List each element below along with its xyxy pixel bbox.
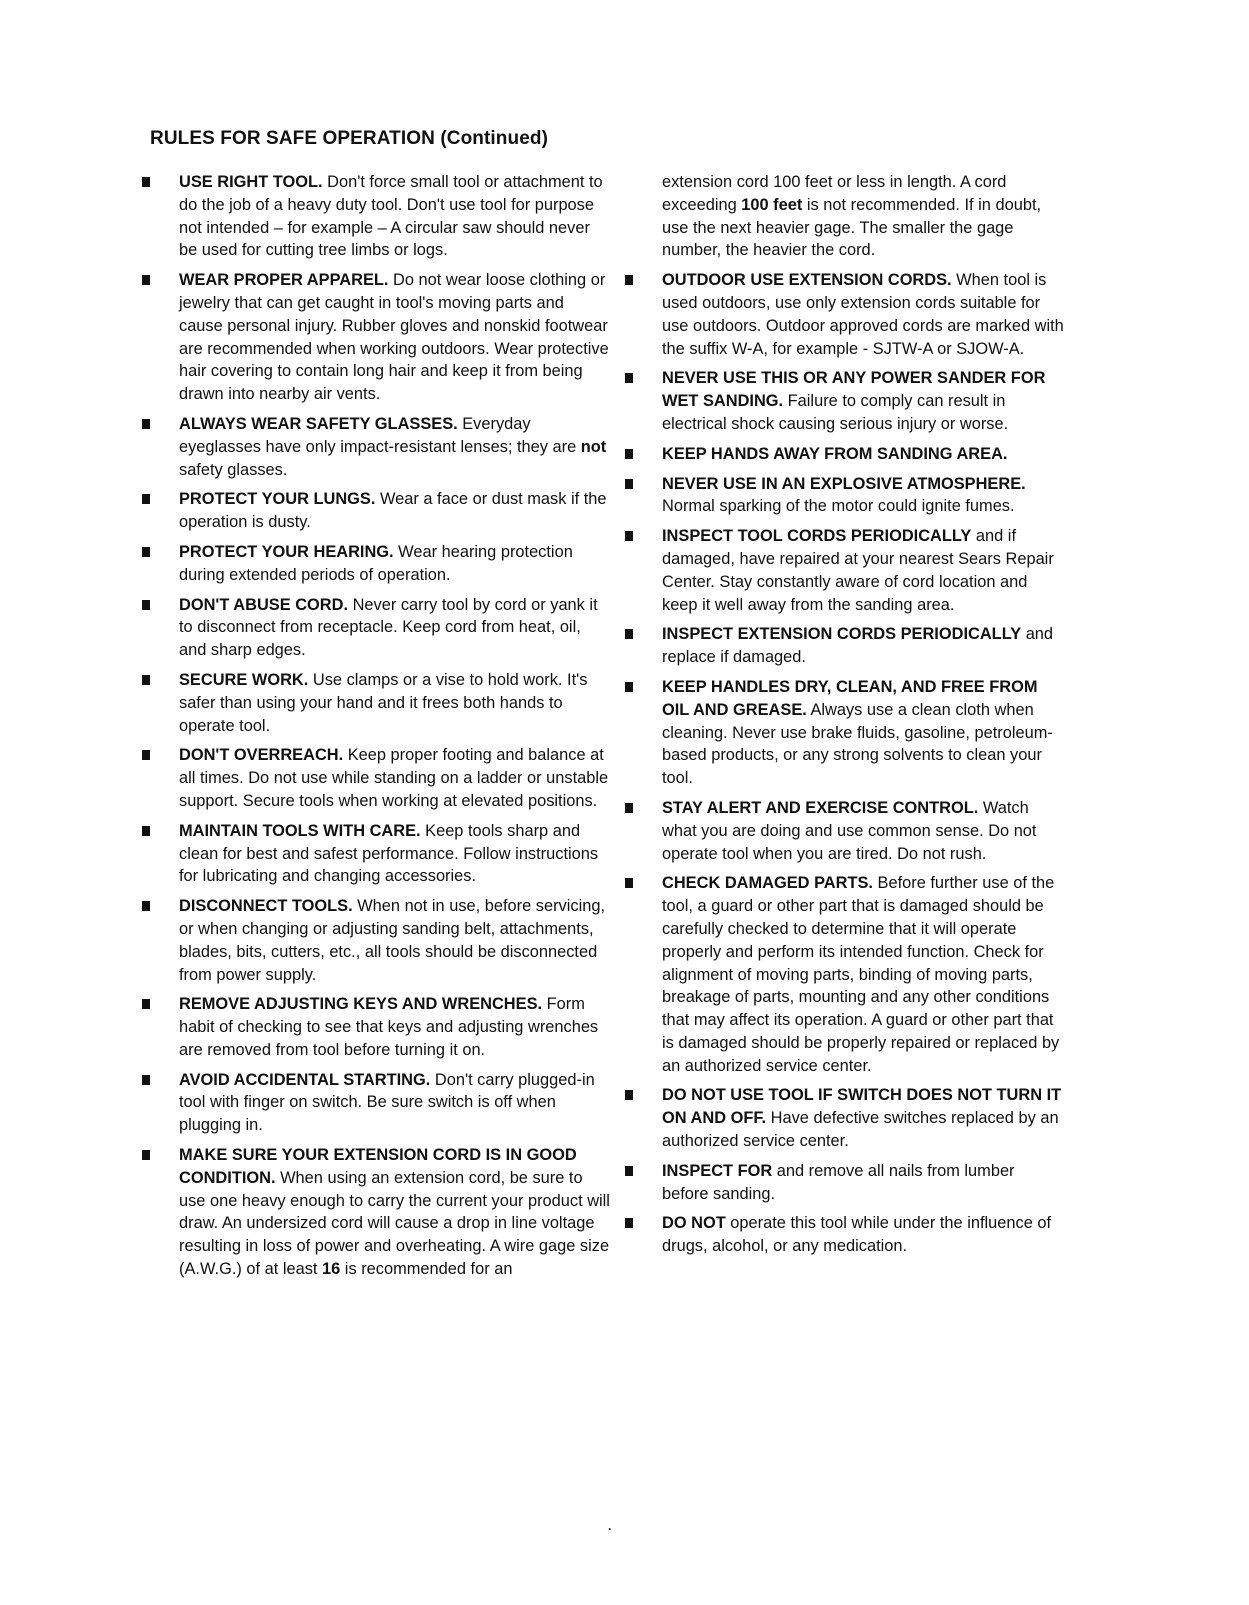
square-bullet-icon: [625, 275, 633, 285]
square-bullet-icon: [142, 547, 150, 557]
rule-item: [142, 993, 612, 1061]
rule-body: and replace if damaged.: [662, 625, 1054, 667]
rule-title: NEVER USE THIS OR ANY POWER SANDER FOR WET SANDING.: [662, 369, 1046, 411]
rule-item: [625, 1160, 1065, 1206]
rule-body: Keep tools sharp and clean for best and safest performance. Follow instructions for lubricating and changing accessories.: [179, 821, 599, 886]
rule-body: Use clamps or a vise to hold work. It's safer than using your hand and it frees both hands to operate tool.: [179, 670, 588, 735]
rule-emphasis: 16: [322, 1260, 341, 1279]
rule-body: operate this tool while under the influence of drugs, alcohol, or any medication.: [662, 1214, 1052, 1256]
rule-body: Always use a clean cloth when cleaning. Never use brake fluids, gasoline, petroleum-based products, or any strong solvents to clean your tool.: [662, 700, 1053, 788]
rule-title: OUTDOOR USE EXTENSION CORDS.: [662, 271, 952, 290]
rule-body: When tool is used outdoors, use only extension cords suitable for use outdoors. Outdoor approved cords are marked with the suffix W-A, for example - SJTW-A or SJOW-A.: [662, 271, 1064, 358]
rule-title: ALWAYS WEAR SAFETY GLASSES.: [179, 414, 458, 433]
square-bullet-icon: [625, 803, 633, 813]
rule-title: INSPECT EXTENSION CORDS PERIODICALLY: [662, 625, 1022, 644]
rule-item: [625, 872, 1065, 1077]
rule-body: When using an extension cord, be sure to use one heavy enough to carry the current your product will draw. An undersized cord will cause a drop in line voltage resulting in loss of power and overheating. A wire gage size (A.W.G.) of at least: [179, 1168, 610, 1279]
rule-item: [625, 676, 1065, 790]
right-column: [625, 171, 1065, 1265]
rule-item: [142, 895, 612, 986]
rule-item: [142, 744, 612, 812]
rule-title: INSPECT TOOL CORDS PERIODICALLY: [662, 527, 972, 546]
square-bullet-icon: [142, 1150, 150, 1160]
rule-body: Before further use of the tool, a guard or other part that is damaged should be carefully checked to determine that it will operate properly and perform its intended function. Check for alignment of moving parts, binding of moving parts, breakage of parts, mounting and any other conditions that may affect its operation. A guard or other part that is damaged should be properly repaired or replaced by an authorized service center.: [662, 874, 1060, 1075]
rule-title: USE RIGHT TOOL.: [179, 173, 323, 191]
rule-body: Everyday eyeglasses have only impact-resistant lenses; they are: [179, 414, 581, 456]
rule-item: [625, 1084, 1065, 1152]
rule-body-tail: safety glasses.: [179, 460, 288, 479]
rule-title: CHECK DAMAGED PARTS.: [662, 874, 873, 893]
square-bullet-icon: [625, 531, 633, 541]
rule-item: [625, 623, 1065, 669]
rule-body: and remove all nails from lumber before sanding.: [662, 1161, 1015, 1203]
square-bullet-icon: [142, 419, 150, 429]
continued-tail: is not recommended. If in doubt, use the next heavier gage. The smaller the gage number, the heavier the cord.: [662, 195, 1042, 260]
rule-body: Watch what you are doing and use common sense. Do not operate tool when you are tired. Do not rush.: [662, 798, 1037, 863]
rule-item: [625, 797, 1065, 865]
square-bullet-icon: [142, 494, 150, 504]
rule-title: DO NOT USE TOOL IF SWITCH DOES NOT TURN IT ON AND OFF.: [662, 1086, 1062, 1128]
continued-text: [662, 171, 1065, 262]
rule-item: [625, 269, 1065, 360]
square-bullet-icon: [142, 999, 150, 1009]
rule-body: Have defective switches replaced by an authorized service center.: [662, 1109, 1059, 1151]
rule-title: SECURE WORK.: [179, 670, 309, 689]
rule-body: Normal sparking of the motor could ignite fumes.: [662, 497, 1015, 516]
square-bullet-icon: [142, 750, 150, 760]
rule-item: [625, 367, 1065, 435]
rule-item: [142, 669, 612, 737]
square-bullet-icon: [625, 449, 633, 459]
rule-item: [625, 525, 1065, 616]
rule-title: MAINTAIN TOOLS WITH CARE.: [179, 821, 421, 840]
rule-title: INSPECT FOR: [662, 1161, 773, 1180]
square-bullet-icon: [142, 826, 150, 836]
square-bullet-icon: [142, 600, 150, 610]
rule-title: DON'T ABUSE CORD.: [179, 595, 349, 614]
rule-body: Keep proper footing and balance at all times. Do not use while standing on a ladder or unstable support. Secure tools when working at elevated positions.: [179, 746, 609, 810]
rule-body: Wear hearing protection during extended periods of operation.: [179, 542, 573, 584]
rule-body: Do not wear loose clothing or jewelry that can get caught in tool's moving parts and cause personal injury. Rubber gloves and nonskid footwear are recommended when working outdoors. Wear protective hair covering to contain long hair and keep it from being drawn into nearby air vents.: [179, 271, 609, 404]
rule-body: and if damaged, have repaired at your nearest Sears Repair Center. Stay constantly aware of cord location and keep it well away from the sanding area.: [662, 527, 1054, 614]
rule-item: [142, 820, 612, 888]
square-bullet-icon: [625, 878, 633, 888]
rule-title: DISCONNECT TOOLS.: [179, 897, 353, 916]
left-column: [142, 171, 612, 1288]
square-bullet-icon: [142, 1075, 150, 1085]
rule-item: [142, 171, 612, 262]
rule-title: DON'T OVERREACH.: [179, 746, 344, 765]
rule-body: Form habit of checking to see that keys and adjusting wrenches are removed from tool before turning it on.: [179, 995, 599, 1059]
rule-body: Don't carry plugged-in tool with finger on switch. Be sure switch is off when plugging in.: [179, 1070, 595, 1135]
rule-item: [142, 413, 612, 481]
rule-body: Don't force small tool or attachment to do the job of a heavy duty tool. Don't use tool for purpose not intended – for example – A circular saw should never be used for cutting tree limbs or logs.: [179, 173, 603, 260]
square-bullet-icon: [142, 675, 150, 685]
rule-item: [625, 1212, 1065, 1258]
square-bullet-icon: [625, 682, 633, 692]
square-bullet-icon: [625, 629, 633, 639]
rule-item: [142, 1144, 612, 1281]
rule-item: [625, 473, 1065, 519]
rule-title: KEEP HANDS AWAY FROM SANDING AREA.: [662, 444, 1008, 463]
square-bullet-icon: [625, 373, 633, 383]
square-bullet-icon: [625, 1090, 633, 1100]
rule-body: Wear a face or dust mask if the operation is dusty.: [179, 490, 607, 532]
square-bullet-icon: [142, 901, 150, 911]
rule-title: WEAR PROPER APPAREL.: [179, 271, 389, 290]
square-bullet-icon: [625, 1218, 633, 1228]
square-bullet-icon: [142, 275, 150, 285]
rule-item: [142, 541, 612, 587]
rule-title: AVOID ACCIDENTAL STARTING.: [179, 1070, 431, 1089]
square-bullet-icon: [625, 1166, 633, 1176]
rule-emphasis: not: [580, 437, 607, 456]
square-bullet-icon: [625, 479, 633, 489]
page-heading: RULES FOR SAFE OPERATION (Continued): [150, 128, 549, 149]
rule-title: PROTECT YOUR HEARING.: [179, 542, 394, 561]
square-bullet-icon: [142, 177, 150, 187]
rule-item: [142, 1069, 612, 1137]
rule-title: PROTECT YOUR LUNGS.: [179, 490, 376, 509]
page-mark: .: [608, 1519, 612, 1533]
rule-body-tail: is recommended for an: [340, 1260, 513, 1279]
rule-title: NEVER USE IN AN EXPLOSIVE ATMOSPHERE.: [662, 474, 1026, 493]
rule-title: KEEP HANDLES DRY, CLEAN, AND FREE FROM OIL AND GREASE.: [662, 677, 1038, 719]
rule-body: When not in use, before servicing, or when changing or adjusting sanding belt, attachments, blades, bits, cutters, etc., all tools should be disconnected from power supply.: [179, 897, 606, 984]
rule-item: [625, 443, 1065, 466]
rule-item: [142, 269, 612, 406]
rule-title: DO NOT: [662, 1214, 726, 1233]
rule-body: Never carry tool by cord or yank it to disconnect from receptacle. Keep cord from heat, oil, and sharp edges.: [179, 595, 598, 660]
rule-item: [142, 488, 612, 534]
continued-body: extension cord 100 feet or less in length. A cord exceeding: [662, 173, 1007, 214]
rule-body: Failure to comply can result in electrical shock causing serious injury or worse.: [662, 392, 1009, 433]
rule-title: MAKE SURE YOUR EXTENSION CORD IS IN GOOD CONDITION.: [179, 1146, 577, 1187]
rule-title: STAY ALERT AND EXERCISE CONTROL.: [662, 798, 979, 817]
continued-emphasis: 100 feet: [741, 195, 803, 214]
rule-item: [142, 594, 612, 662]
rule-title: REMOVE ADJUSTING KEYS AND WRENCHES.: [179, 995, 543, 1014]
